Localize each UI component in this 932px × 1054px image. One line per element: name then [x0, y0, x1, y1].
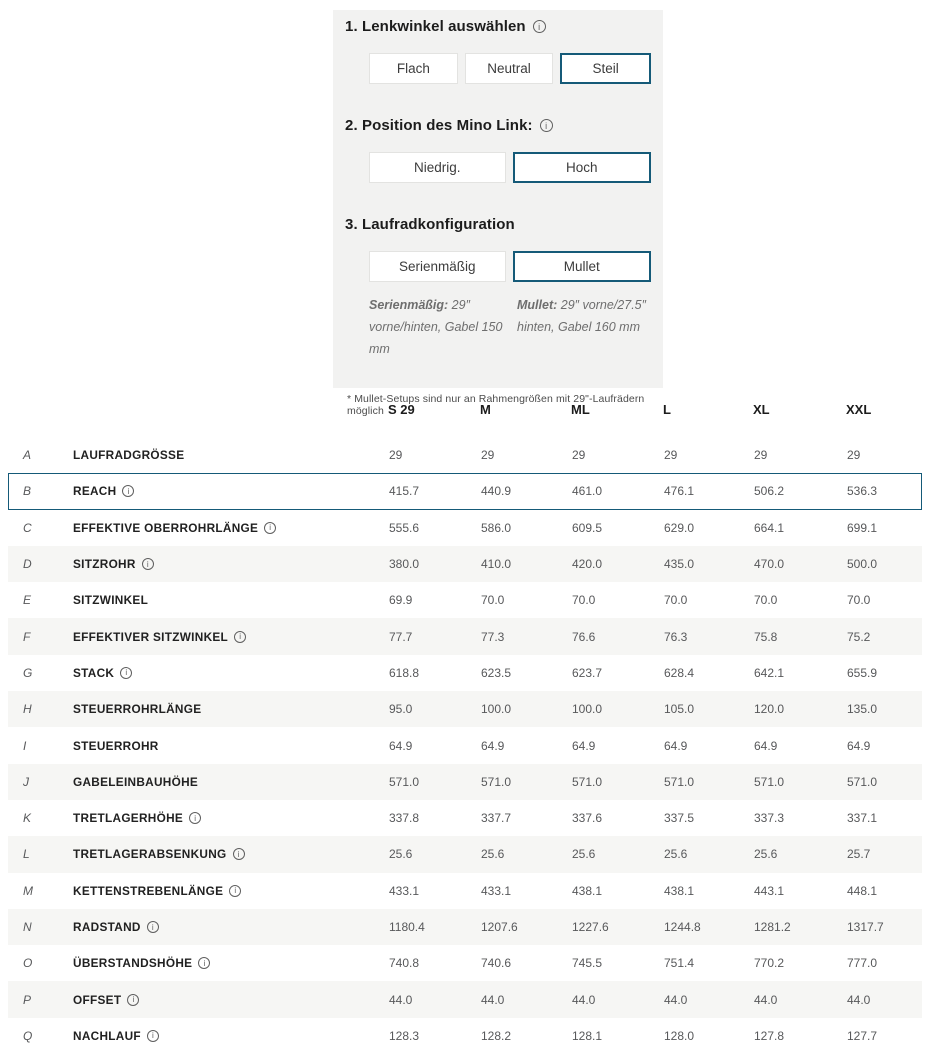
section-title: 3. Laufradkonfiguration	[345, 216, 515, 233]
option-button[interactable]: Niedrig.	[369, 152, 506, 183]
cell-value: 751.4	[664, 956, 695, 971]
cell-value: 69.9	[389, 593, 413, 608]
row-label: KETTENSTREBENLÄNGE	[73, 883, 224, 898]
info-icon[interactable]: i	[147, 1030, 159, 1042]
cell-value: 438.1	[572, 883, 603, 898]
cell-value: 44.0	[389, 992, 413, 1007]
cell-value: 642.1	[754, 665, 785, 680]
row-label: STEUERROHRLÄNGE	[73, 702, 202, 717]
row-label-cell	[73, 593, 389, 607]
table-row[interactable]	[8, 618, 922, 654]
row-letter: B	[23, 484, 32, 499]
mullet-footnote: * Mullet-Setups sind nur an Rahmengrößen mit 29"-Laufrädern möglich	[347, 393, 645, 417]
table-row[interactable]	[8, 800, 922, 836]
cell-value: 609.5	[572, 520, 603, 535]
row-label: EFFEKTIVER SITZWINKEL	[73, 629, 229, 644]
cell-value: 740.8	[389, 956, 420, 971]
option-button[interactable]: Neutral	[465, 53, 554, 84]
cell-value: 29	[847, 448, 861, 463]
row-label: STACK	[73, 665, 115, 680]
row-label-cell	[73, 993, 389, 1007]
section-heading	[345, 117, 651, 134]
cell-value: 740.6	[481, 956, 512, 971]
cell-value: 618.8	[389, 665, 420, 680]
row-label-cell	[73, 884, 389, 898]
row-label: GABELEINBAUHÖHE	[73, 774, 199, 789]
cell-value: 745.5	[572, 956, 603, 971]
row-letter: J	[23, 774, 29, 789]
config-section	[345, 117, 651, 183]
cell-value: 623.7	[572, 665, 603, 680]
table-row[interactable]	[8, 764, 922, 800]
option-buttons	[369, 152, 651, 183]
section-title: 1. Lenkwinkel auswählen	[345, 18, 526, 35]
cell-value: 337.8	[389, 811, 420, 826]
table-row[interactable]	[8, 909, 922, 945]
option-descriptions	[369, 294, 651, 360]
row-label-cell	[73, 448, 389, 462]
table-row[interactable]	[8, 546, 922, 582]
cell-value: 420.0	[572, 557, 603, 572]
cell-value: 571.0	[664, 774, 695, 789]
info-icon[interactable]: i	[264, 522, 276, 534]
row-letter: A	[23, 448, 32, 463]
cell-value: 25.6	[389, 847, 413, 862]
row-label: SITZROHR	[73, 557, 136, 572]
cell-value: 777.0	[847, 956, 878, 971]
cell-value: 70.0	[664, 593, 688, 608]
cell-value: 571.0	[754, 774, 785, 789]
row-letter: Q	[23, 1028, 33, 1043]
cell-value: 440.9	[481, 484, 512, 499]
row-letter: F	[23, 629, 31, 644]
table-row[interactable]	[8, 1018, 922, 1054]
info-icon[interactable]: i	[120, 667, 132, 679]
description-lead: Serienmäßig:	[369, 298, 449, 312]
row-letter: L	[23, 847, 30, 862]
cell-value: 64.9	[664, 738, 688, 753]
cell-value: 337.3	[754, 811, 785, 826]
row-letter: I	[23, 738, 27, 753]
option-button[interactable]: Steil	[560, 53, 651, 84]
cell-value: 770.2	[754, 956, 785, 971]
cell-value: 44.0	[664, 992, 688, 1007]
cell-value: 64.9	[389, 738, 413, 753]
cell-value: 100.0	[572, 702, 603, 717]
cell-value: 75.8	[754, 629, 778, 644]
row-label: NACHLAUF	[73, 1028, 141, 1043]
cell-value: 70.0	[754, 593, 778, 608]
table-row[interactable]	[8, 873, 922, 909]
cell-value: 25.7	[847, 847, 871, 862]
row-label-cell	[73, 521, 389, 535]
row-label-cell	[73, 739, 389, 753]
row-label-cell	[73, 702, 389, 716]
cell-value: 128.0	[664, 1028, 695, 1043]
cell-value: 628.4	[664, 665, 695, 680]
cell-value: 77.3	[481, 629, 505, 644]
cell-value: 506.2	[754, 484, 785, 499]
cell-value: 1281.2	[754, 920, 791, 934]
cell-value: 25.6	[572, 847, 596, 862]
cell-value: 64.9	[754, 738, 778, 753]
cell-value: 337.7	[481, 811, 512, 826]
column-header: S 29	[388, 402, 415, 417]
cell-value: 77.7	[389, 629, 413, 644]
cell-value: 664.1	[754, 520, 785, 535]
row-label: RADSTAND	[73, 920, 141, 934]
cell-value: 44.0	[481, 992, 505, 1007]
table-row[interactable]	[8, 510, 922, 546]
row-label: EFFEKTIVE OBERROHRLÄNGE	[73, 520, 259, 535]
cell-value: 29	[481, 448, 495, 463]
config-section	[345, 216, 651, 360]
option-button[interactable]: Flach	[369, 53, 458, 84]
table-row[interactable]	[8, 691, 922, 727]
cell-value: 128.3	[389, 1028, 420, 1043]
description-text: 29″ vorne/27.5″ hinten, Gabel 160 mm	[517, 298, 647, 334]
row-label: TRETLAGERABSENKUNG	[73, 847, 227, 862]
cell-value: 500.0	[847, 557, 878, 572]
cell-value: 1227.6	[572, 920, 609, 934]
row-label: TRETLAGERHÖHE	[73, 811, 184, 826]
info-icon[interactable]: i	[229, 885, 241, 897]
cell-value: 120.0	[754, 702, 785, 717]
row-label: LAUFRADGRÖSSE	[73, 448, 185, 463]
cell-value: 44.0	[572, 992, 596, 1007]
info-icon[interactable]: i	[234, 631, 246, 643]
row-label: ÜBERSTANDSHÖHE	[73, 956, 193, 971]
column-header: ML	[571, 402, 590, 417]
geometry-table	[8, 396, 922, 1054]
row-label-cell	[73, 956, 389, 970]
row-label-cell	[73, 775, 389, 789]
row-letter: E	[23, 593, 32, 608]
option-buttons	[369, 53, 651, 84]
option-button[interactable]: Serienmäßig	[369, 251, 506, 282]
cell-value: 128.2	[481, 1028, 512, 1043]
column-header: M	[480, 402, 491, 417]
row-label-cell	[73, 557, 389, 571]
info-icon[interactable]: i	[533, 20, 546, 33]
row-label-cell	[73, 811, 389, 825]
cell-value: 448.1	[847, 883, 878, 898]
info-icon[interactable]: i	[198, 957, 210, 969]
cell-value: 1317.7	[847, 920, 884, 934]
row-letter: O	[23, 956, 33, 971]
column-header: XL	[753, 402, 770, 417]
description-text: 29″ vorne/hinten, Gabel 150 mm	[369, 298, 503, 356]
cell-value: 337.5	[664, 811, 695, 826]
cell-value: 337.1	[847, 811, 878, 826]
row-label: STEUERROHR	[73, 738, 159, 753]
cell-value: 1244.8	[664, 920, 701, 934]
description-lead: Mullet:	[517, 298, 558, 312]
cell-value: 629.0	[664, 520, 695, 535]
row-label-cell	[73, 1029, 389, 1043]
cell-value: 29	[389, 448, 403, 463]
cell-value: 571.0	[389, 774, 420, 789]
row-letter: C	[23, 520, 32, 535]
cell-value: 555.6	[389, 520, 420, 535]
option-description	[369, 294, 503, 360]
table-row[interactable]	[8, 437, 922, 473]
option-buttons	[369, 251, 651, 282]
cell-value: 75.2	[847, 629, 871, 644]
cell-value: 470.0	[754, 557, 785, 572]
info-icon[interactable]: i	[540, 119, 553, 132]
info-icon[interactable]: i	[147, 921, 159, 933]
config-sections	[345, 18, 651, 360]
section-heading	[345, 216, 651, 233]
cell-value: 76.6	[572, 629, 596, 644]
cell-value: 128.1	[572, 1028, 603, 1043]
info-icon[interactable]: i	[142, 558, 154, 570]
cell-value: 438.1	[664, 883, 695, 898]
cell-value: 461.0	[572, 484, 603, 499]
info-icon[interactable]: i	[127, 994, 139, 1006]
section-title: 2. Position des Mino Link:	[345, 117, 533, 134]
row-letter: M	[23, 883, 33, 898]
option-description	[517, 294, 651, 360]
row-letter: N	[23, 920, 32, 934]
table-row[interactable]	[8, 727, 922, 763]
info-icon[interactable]: i	[233, 848, 245, 860]
column-header: XXL	[846, 402, 872, 417]
option-button[interactable]: Hoch	[513, 152, 652, 183]
table-row[interactable]	[8, 655, 922, 691]
cell-value: 64.9	[847, 738, 871, 753]
row-label: REACH	[73, 484, 117, 499]
cell-value: 435.0	[664, 557, 695, 572]
cell-value: 44.0	[847, 992, 871, 1007]
row-letter: P	[23, 992, 32, 1007]
cell-value: 76.3	[664, 629, 688, 644]
cell-value: 44.0	[754, 992, 778, 1007]
cell-value: 699.1	[847, 520, 878, 535]
cell-value: 100.0	[481, 702, 512, 717]
table-row[interactable]	[8, 981, 922, 1017]
cell-value: 623.5	[481, 665, 512, 680]
info-icon[interactable]: i	[122, 485, 134, 497]
cell-value: 29	[572, 448, 586, 463]
cell-value: 476.1	[664, 484, 695, 499]
cell-value: 586.0	[481, 520, 512, 535]
cell-value: 29	[664, 448, 678, 463]
section-heading	[345, 18, 651, 35]
cell-value: 135.0	[847, 702, 878, 717]
cell-value: 337.6	[572, 811, 603, 826]
row-letter: K	[23, 811, 32, 826]
table-header	[8, 396, 922, 437]
cell-value: 29	[754, 448, 768, 463]
row-label-cell	[73, 920, 389, 934]
row-letter: H	[23, 702, 32, 717]
column-header: L	[663, 402, 671, 417]
cell-value: 433.1	[389, 883, 420, 898]
cell-value: 536.3	[847, 484, 878, 499]
cell-value: 1207.6	[481, 920, 518, 934]
cell-value: 105.0	[664, 702, 695, 717]
cell-value: 415.7	[389, 484, 420, 499]
cell-value: 64.9	[572, 738, 596, 753]
cell-value: 25.6	[754, 847, 778, 862]
cell-value: 25.6	[481, 847, 505, 862]
cell-value: 70.0	[572, 593, 596, 608]
row-label-cell	[73, 484, 389, 498]
row-label-cell	[73, 666, 389, 680]
table-body	[8, 437, 922, 1054]
table-row[interactable]	[8, 473, 922, 509]
row-label-cell	[73, 630, 389, 644]
row-label: OFFSET	[73, 992, 122, 1007]
cell-value: 433.1	[481, 883, 512, 898]
cell-value: 443.1	[754, 883, 785, 898]
config-section	[345, 18, 651, 84]
cell-value: 70.0	[847, 593, 871, 608]
cell-value: 25.6	[664, 847, 688, 862]
row-letter: G	[23, 665, 33, 680]
row-label: SITZWINKEL	[73, 593, 149, 608]
table-row[interactable]	[8, 945, 922, 981]
cell-value: 380.0	[389, 557, 420, 572]
cell-value: 410.0	[481, 557, 512, 572]
cell-value: 64.9	[481, 738, 505, 753]
option-button[interactable]: Mullet	[513, 251, 652, 282]
cell-value: 571.0	[481, 774, 512, 789]
cell-value: 571.0	[572, 774, 603, 789]
cell-value: 1180.4	[389, 920, 425, 934]
cell-value: 571.0	[847, 774, 878, 789]
cell-value: 127.7	[847, 1028, 878, 1043]
row-letter: D	[23, 557, 32, 572]
cell-value: 95.0	[389, 702, 413, 717]
info-icon[interactable]: i	[189, 812, 201, 824]
cell-value: 70.0	[481, 593, 505, 608]
row-label-cell	[73, 847, 389, 861]
table-row[interactable]	[8, 836, 922, 872]
cell-value: 127.8	[754, 1028, 785, 1043]
table-row[interactable]	[8, 582, 922, 618]
cell-value: 655.9	[847, 665, 878, 680]
